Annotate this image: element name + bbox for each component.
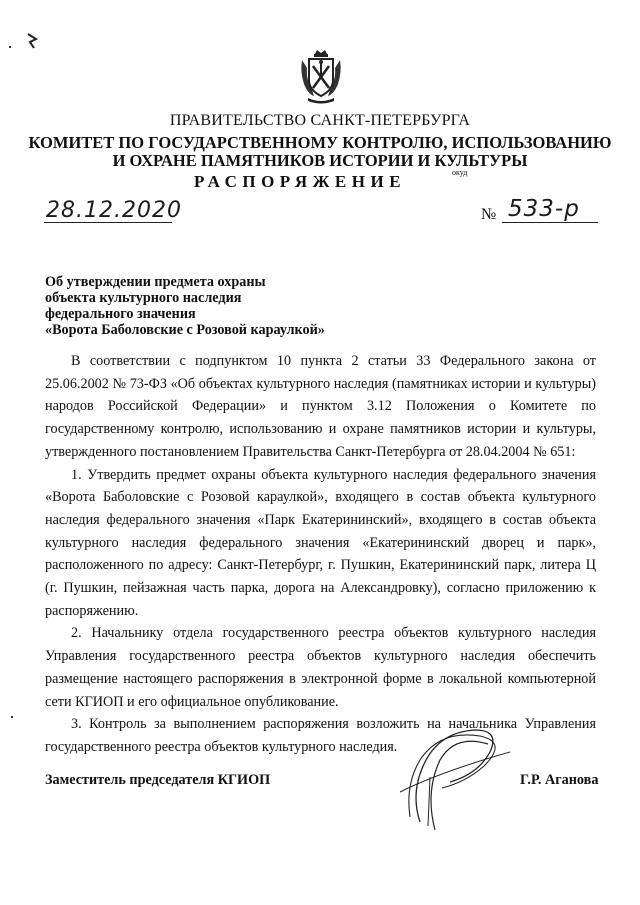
scan-speck	[9, 46, 11, 48]
signatory-title: Заместитель председателя КГИОП	[45, 772, 271, 788]
item-1-paragraph: 1. Утвердить предмет охраны объекта культурного наследия федерального значения «Ворота Баболовские с Розовой караулкой», входящего в состав объекта культурного наследия федерального значения «Парк Екатерининский», входящего в состав объекта культурного наследия федерального значения «Екатерининский дворец и парк», расположенного по адресу: Санкт-Петербург, г. Пушкин, Екатерининский парк, литера Ц (г. Пушкин, пейзажная часть парка, дорога на Александровку), согласно приложению к распоряжению.	[45, 466, 596, 619]
item-2-paragraph: 2. Начальнику отдела государственного реестра объектов культурного наследия Управления государственного реестра объектов культурного наследия обеспечить размещение настоящего распоряжения в электронной форме в локальной компьютерной сети КГИОП и его официальное опубликование.	[45, 625, 596, 710]
document-number: 533-р	[508, 196, 580, 222]
corner-mark-icon	[22, 30, 44, 52]
subject-line: «Ворота Баболовские с Розовой караулкой»	[45, 322, 325, 338]
saint-petersburg-coat-of-arms-icon	[298, 50, 344, 106]
preamble-paragraph: В соответствии с подпунктом 10 пункта 2 статьи 33 Федерального закона от 25.06.2002 № 73-ФЗ «Об объектах культурного наследия (памятниках истории и культуры) народов Российской Федерации» и пунктом 3.12 Положения о Комитете по государственному контролю, использованию и охране памятников истории и культуры, утвержденного постановлением Правительства Санкт-Петербурга от 28.04.2004 № 651:	[45, 353, 596, 460]
document-type: РАСПОРЯЖЕНИЕ	[193, 172, 407, 191]
subject-line: объекта культурного наследия	[45, 290, 242, 306]
committee-name-line1: КОМИТЕТ ПО ГОСУДАРСТВЕННОМУ КОНТРОЛЮ, ИСПОЛЬЗОВАНИЮ	[28, 133, 612, 152]
government-name: ПРАВИТЕЛЬСТВО САНКТ-ПЕТЕРБУРГА	[169, 112, 471, 129]
number-underline	[502, 222, 598, 223]
committee-name-line2: И ОХРАНЕ ПАМЯТНИКОВ ИСТОРИИ И КУЛЬТУРЫ	[112, 151, 528, 170]
okud-label: окуд	[452, 168, 468, 177]
document-body	[45, 350, 596, 759]
subject-line: Об утверждении предмета охраны	[45, 274, 266, 290]
item-3-paragraph: 3. Контроль за выполнением распоряжения возложить на начальника Управления государственного реестра объектов культурного наследия.	[45, 716, 596, 755]
scan-speck	[11, 716, 13, 718]
signatory-name: Г.Р. Аганова	[520, 772, 599, 788]
subject-line: федерального значения	[45, 306, 196, 322]
document-date: 28.12.2020	[46, 198, 182, 223]
handwritten-signature-icon	[380, 722, 520, 832]
document-subject	[45, 274, 325, 338]
number-label: №	[481, 206, 497, 223]
